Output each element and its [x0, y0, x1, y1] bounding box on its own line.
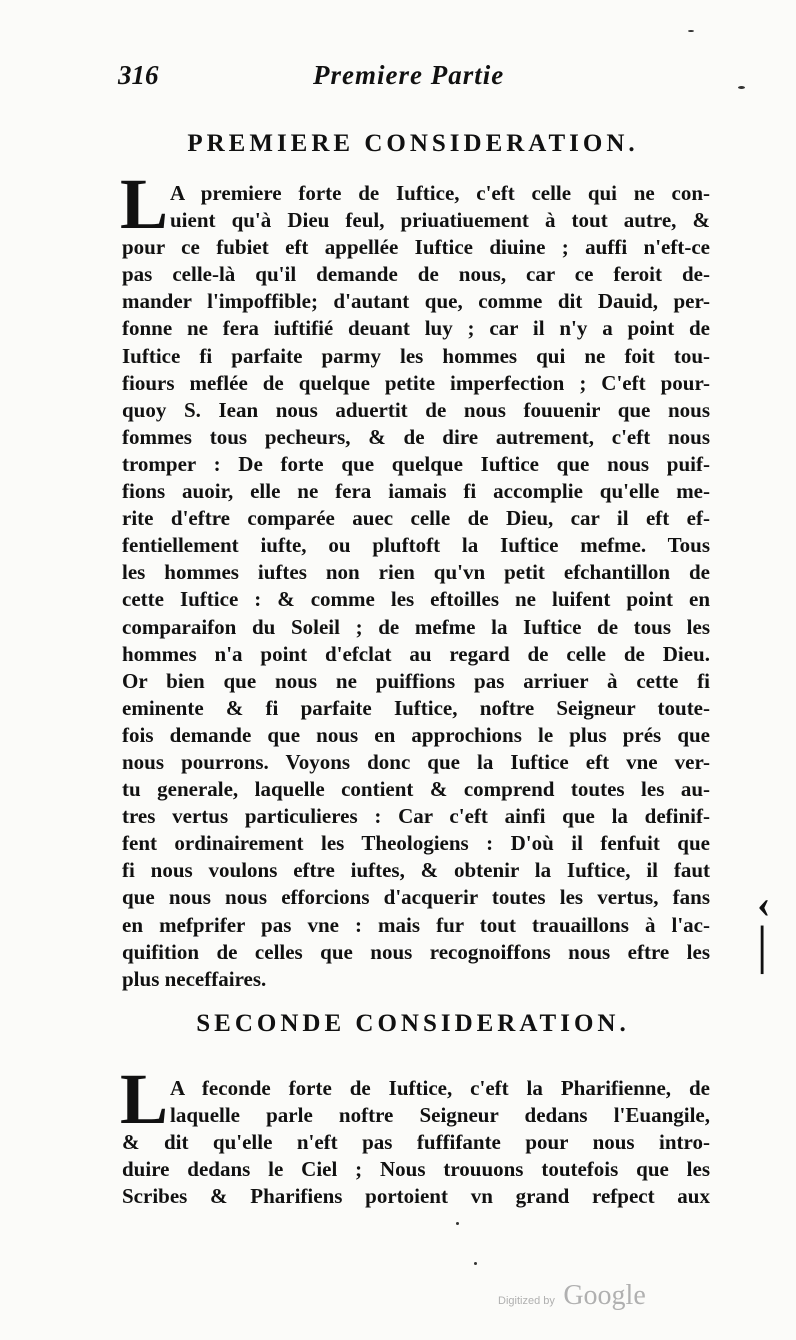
text-line: A premiere forte de Iuftice, c'eft celle qui ne con- — [170, 181, 710, 205]
text-line: plus neceffaires. — [122, 966, 267, 991]
text-line: uient qu'à Dieu feul, priuatiuement à tout autre, & — [170, 208, 710, 233]
text-line: rite d'eftre comparée auec celle de Dieu, car il eft ef- — [122, 506, 710, 531]
text-line: les hommes iuftes non rien qu'vn petit efchantillon de — [122, 560, 710, 585]
text-line: duire dedans le Ciel ; Nous trouuons toutefois que les — [122, 1157, 710, 1182]
text-line: A feconde forte de Iuftice, c'eft la Pharifienne, de — [170, 1076, 710, 1100]
text-line: en mefprifer pas vne : mais fur tout trauaillons à l'ac- — [122, 912, 710, 937]
margin-stroke-icon: │ — [748, 926, 777, 971]
text-line: fi nous voulons eftre iuftes, & obtenir la Iuftice, il faut — [122, 858, 710, 883]
text-line: nous pourrons. Voyons donc que la Iuftice eft vne ver- — [122, 749, 710, 774]
speck-icon — [738, 86, 745, 89]
text-line: tres vertus particulieres : Car c'eft ainfi que la definif- — [122, 804, 710, 829]
speck-icon — [456, 1222, 459, 1225]
digitized-credit — [498, 1280, 646, 1312]
text-line: eminente & fi parfaite Iuftice, noftre Seigneur toute- — [122, 695, 710, 720]
section-heading-2: SECONDE CONSIDERATION. — [196, 1010, 630, 1037]
text-line: tu generale, laquelle contient & comprend toutes les au- — [122, 777, 710, 802]
text-line: cette Iuftice : & comme les eftoilles ne luifent point en — [122, 587, 710, 612]
drop-cap-1: L — [120, 164, 169, 244]
text-line: mander l'impoffible; d'autant que, comme dit Dauid, per- — [122, 289, 710, 314]
digitized-label: Digitized by — [498, 1295, 555, 1307]
text-line: Or bien que nous ne puiffions pas arriuer à cette fi — [122, 668, 710, 693]
running-title: Premiere Partie — [313, 60, 505, 90]
page-number: 316 — [118, 60, 159, 90]
text-line: Iuftice fi parfaite parmy les hommes qui ne foit tou- — [122, 343, 710, 368]
text-line: laquelle parle noftre Seigneur dedans l'Euangile, — [170, 1103, 710, 1128]
text-line: & dit qu'elle n'eft pas fuffifante pour nous intro- — [122, 1130, 710, 1155]
text-line: Scribes & Pharifiens portoient vn grand refpect aux — [122, 1184, 710, 1209]
text-line: fommes tous pecheurs, & de dire autrement, c'eft nous — [122, 424, 710, 449]
drop-cap-2: L — [120, 1059, 169, 1139]
text-line: hommes n'a point d'efclat au regard de celle de Dieu. — [122, 641, 710, 666]
speck-icon — [688, 30, 694, 32]
text-line: fonne ne fera iuftifié deuant luy ; car il n'y a point de — [122, 316, 710, 341]
google-logo: Google — [563, 1280, 646, 1311]
text-line: fions auoir, elle ne fera iamais fi accomplie qu'elle me- — [122, 479, 710, 504]
text-line: comparaifon du Soleil ; de mefme la Iuftice de tous les — [122, 614, 710, 639]
section-body-2 — [120, 1059, 710, 1210]
margin-mark-icon: ‹ — [757, 881, 771, 926]
text-line: pas celle-là qu'il demande de nous, car ce feroit de- — [122, 262, 710, 287]
text-line: fois demande que nous en approchions le plus prés que — [122, 722, 710, 747]
text-line: tromper : De forte que quelque Iuftice que nous puif- — [122, 451, 710, 476]
text-line: quifition de celles que nous recognoiffons nous eftre les — [122, 939, 710, 964]
text-line: pour ce fubiet eft appellée Iuftice diuine ; auffi n'eft-ce — [122, 235, 710, 260]
section-heading-1: PREMIERE CONSIDERATION. — [187, 130, 639, 157]
section-body-1 — [120, 164, 710, 993]
speck-icon — [474, 1262, 477, 1265]
text-line: fiours meflée de quelque petite imperfection ; C'eft pour- — [122, 370, 710, 395]
text-line: fent ordinairement les Theologiens : D'où il fenfuit que — [122, 831, 710, 856]
text-line: quoy S. Iean nous aduertit de nous fouuenir que nous — [122, 397, 710, 422]
text-line: que nous nous efforcions d'acquerir toutes les vertus, fans — [122, 885, 710, 910]
text-line: fentiellement iufte, ou pluftoft la Iuftice mefme. Tous — [122, 533, 710, 558]
